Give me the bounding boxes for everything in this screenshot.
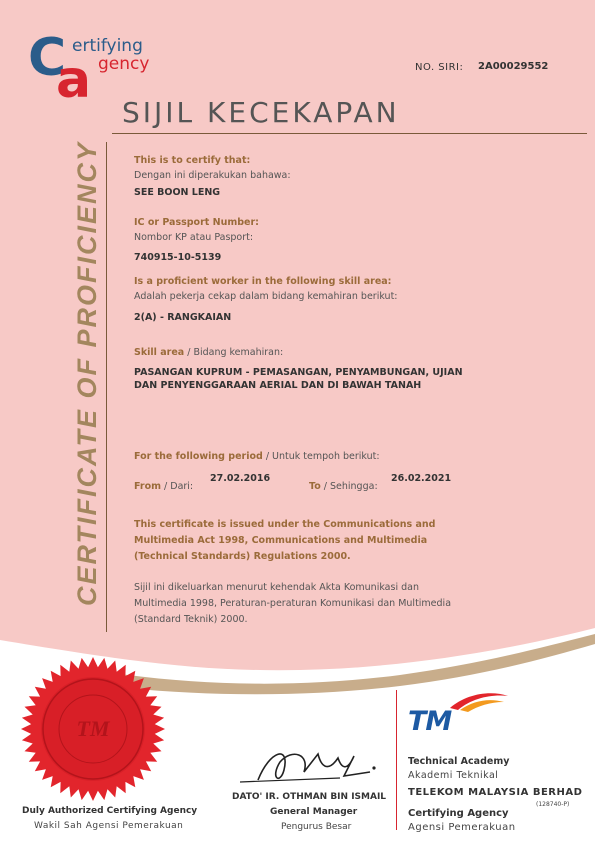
ic-label-ms: Nombor KP atau Pasport: (134, 232, 254, 243)
issuance-en-line2: Multimedia Act 1998, Communications and Multimedia (134, 535, 428, 546)
to-label-sep: / (320, 481, 330, 492)
issuance-en-line3: (Technical Standards) Regulations 2000. (134, 551, 351, 562)
ic-label-en: IC or Passport Number: (134, 217, 259, 228)
issuer-line2: Akademi Teknikal (408, 770, 499, 781)
skill-area-label (134, 340, 283, 359)
issuance-ms-line3: (Standard Teknik) 2000. (134, 614, 248, 625)
issuer-registration: (128740-P) (536, 801, 570, 808)
signatory-name: DATO' IR. OTHMAN BIN ISMAIL (232, 792, 387, 802)
issuance-ms-line2: Multimedia 1998, Peraturan-peraturan Komunikasi dan Multimedia (134, 598, 452, 609)
issuer-divider (396, 690, 397, 830)
side-divider (106, 142, 107, 632)
skill-category: 2(A) - RANGKAIAN (134, 312, 232, 323)
issuer-company: TELEKOM MALAYSIA BERHAD (408, 787, 583, 798)
signature (240, 740, 380, 790)
skill-area-label-sep: / (184, 347, 194, 358)
issuer-line5: Agensi Pemerakuan (408, 822, 516, 833)
from-label-en: From (134, 481, 161, 492)
skill-description-line2: DAN PENYENGGARAAN AERIAL DAN DI BAWAH TANAH (134, 380, 422, 391)
issuer-line4: Certifying Agency (408, 808, 509, 819)
certificate-title: SIJIL KECEKAPAN (122, 96, 400, 129)
skill-area-label-en: Skill area (134, 347, 185, 358)
skill-description-line1: PASANGAN KUPRUM - PEMASANGAN, PENYAMBUNGAN, UJIAN (134, 367, 463, 378)
serial-label: NO. SIRI: (415, 62, 464, 73)
period-label-sep: / (262, 451, 273, 462)
ic-number: 740915-10-5139 (134, 252, 222, 263)
to-label-en: To (309, 481, 321, 492)
from-label-sep: / (161, 481, 171, 492)
skill-area-label-ms: Bidang kemahiran: (193, 347, 284, 358)
issuance-en-line1: This certificate is issued under the Communications and (134, 519, 436, 530)
to-label-ms: Sehingga: (330, 481, 378, 492)
seal-caption-en: Duly Authorized Certifying Agency (22, 806, 198, 816)
tm-logo-text: TM (408, 706, 452, 737)
to-date: 26.02.2021 (391, 473, 452, 484)
logo-a-letter: a (56, 50, 92, 110)
logo-agency-text: gency (98, 54, 150, 74)
serial-number: 2A00029552 (478, 61, 549, 72)
certify-label-ms: Dengan ini diperakukan bahawa: (134, 170, 291, 181)
red-wax-seal (18, 654, 168, 804)
to-label (309, 474, 378, 493)
issuance-ms-line1: Sijil ini dikeluarkan menurut kehendak Akta Komunikasi dan (134, 582, 419, 593)
svg-text:TM: TM (76, 716, 110, 741)
logo-c-letter: C (28, 28, 67, 88)
vertical-title: CERTIFICATE OF PROFICIENCY (72, 140, 102, 606)
signatory-title-ms: Pengurus Besar (281, 822, 352, 832)
signatory-title: General Manager (270, 807, 358, 817)
holder-name: SEE BOON LENG (134, 187, 221, 198)
logo-certifying-text: ertifying (72, 36, 143, 56)
from-label (134, 474, 193, 493)
tm-swoosh-icon (448, 690, 510, 712)
title-divider (112, 133, 587, 134)
from-label-ms: Dari: (170, 481, 194, 492)
certify-label-en: This is to certify that: (134, 155, 251, 166)
seal-caption-ms: Wakil Sah Agensi Pemerakuan (34, 821, 184, 831)
period-label-en: For the following period (134, 451, 263, 462)
skill-intro-ms: Adalah pekerja cekap dalam bidang kemahiran berikut: (134, 291, 398, 302)
skill-intro-en: Is a proficient worker in the following skill area: (134, 276, 392, 287)
from-date: 27.02.2016 (210, 473, 271, 484)
period-label-ms: Untuk tempoh berikut: (272, 451, 380, 462)
issuer-line1: Technical Academy (408, 756, 510, 767)
period-label (134, 444, 380, 463)
